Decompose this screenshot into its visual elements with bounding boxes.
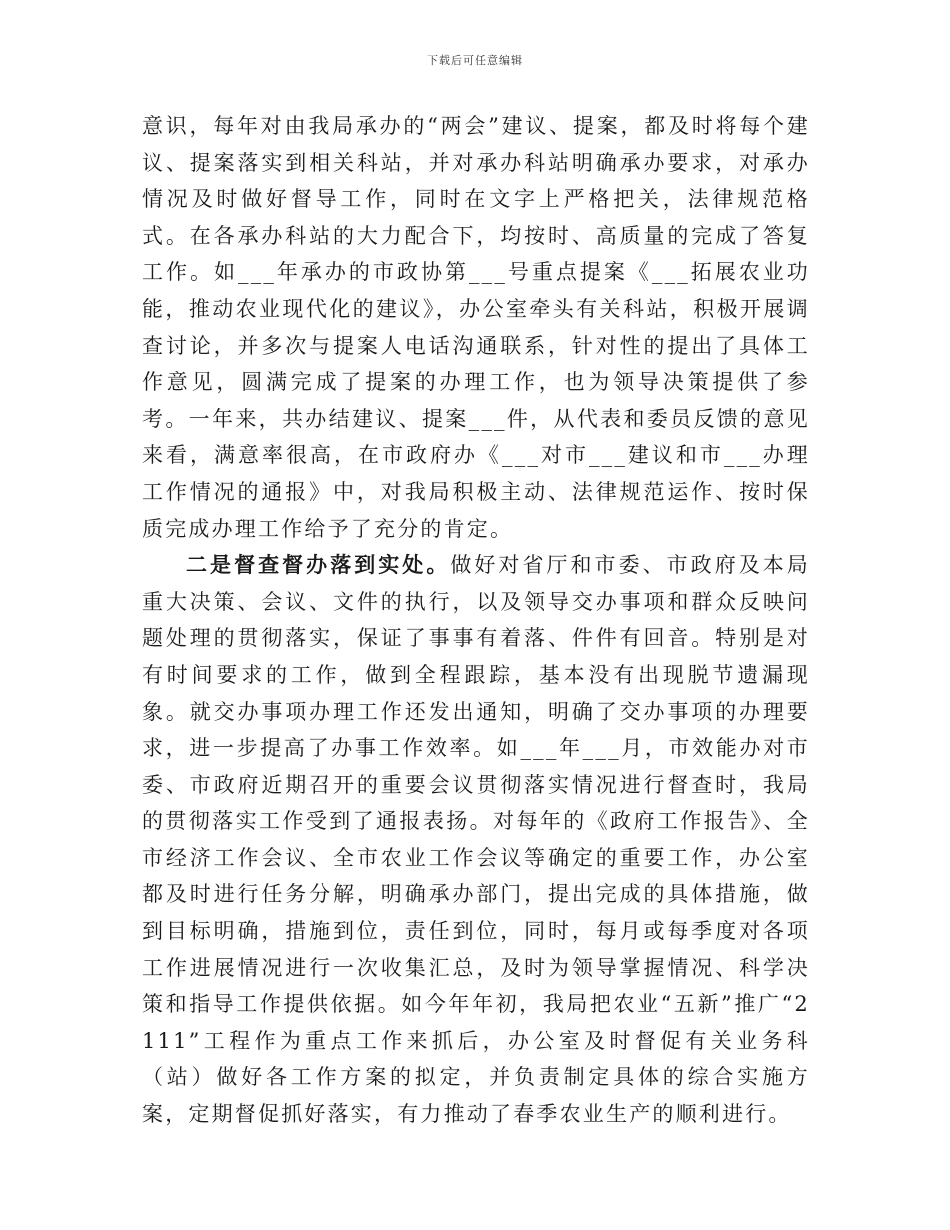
document-body [142, 108, 810, 1133]
paragraph-1 [142, 108, 810, 547]
page-header-note: 下载后可任意编辑 [427, 54, 523, 67]
paragraph-2-text: 做好对省厅和市委、市政府及本局重大决策、会议、文件的执行，以及领导交办事项和群众反映问题处理的贯彻落实，保证了事事有着落、件件有回音。特别是对有时间要求的工作，做到全程跟踪，基本没有出现脱节遗漏现象。就交办事项办理工作还发出通知，明确了交办事项的办理要求，进一步提高了办事工作效率。如___年___月，市效能办对市委、市政府近期召开的重要会议贯彻落实情况进行督查时，我局的贯彻落实工作受到了通报表扬。对每年的《政府工作报告》、全市经济工作会议、全市农业工作会议等确定的重要工作，办公室都及时进行任务分解，明确承办部门，提出完成的具体措施，做到目标明确，措施到位，责任到位，同时，每月或每季度对各项工作进展情况进行一次收集汇总，及时为领导掌握情况、科学决策和指导工作提供依据。如今年年初，我局把农业“五新”推广“2111”工程作为重点工作来抓后，办公室及时督促有关业务科（站）做好各工作方案的拟定，并负责制定具体的综合实施方案，定期督促抓好落实，有力推动了春季农业生产的顺利进行。 [142, 553, 811, 1127]
paragraph-2 [142, 547, 810, 1133]
paragraph-2-lead-heading: 二是督查督办落到实处。 [186, 552, 451, 578]
paragraph-1-text: 意识，每年对由我局承办的“两会”建议、提案，都及时将每个建议、提案落实到相关科站，并对承办科站明确承办要求，对承办情况及时做好督导工作，同时在文字上严格把关，法律规范格式。在各承办科站的大力配合下，均按时、高质量的完成了答复工作。如___年承办的市政协第___号重点提案《___拓展农业功能，推动农业现代化的建议》，办公室牵头有关科站，积极开展调查讨论，并多次与提案人电话沟通联系，针对性的提出了具体工作意见，圆满完成了提案的办理工作，也为领导决策提供了参考。一年来，共办结建议、提案___件，从代表和委员反馈的意见来看，满意率很高，在市政府办《___对市___建议和市___办理工作情况的通报》中，对我局积极主动、法律规范运作、按时保质完成办理工作给予了充分的肯定。 [142, 114, 810, 541]
